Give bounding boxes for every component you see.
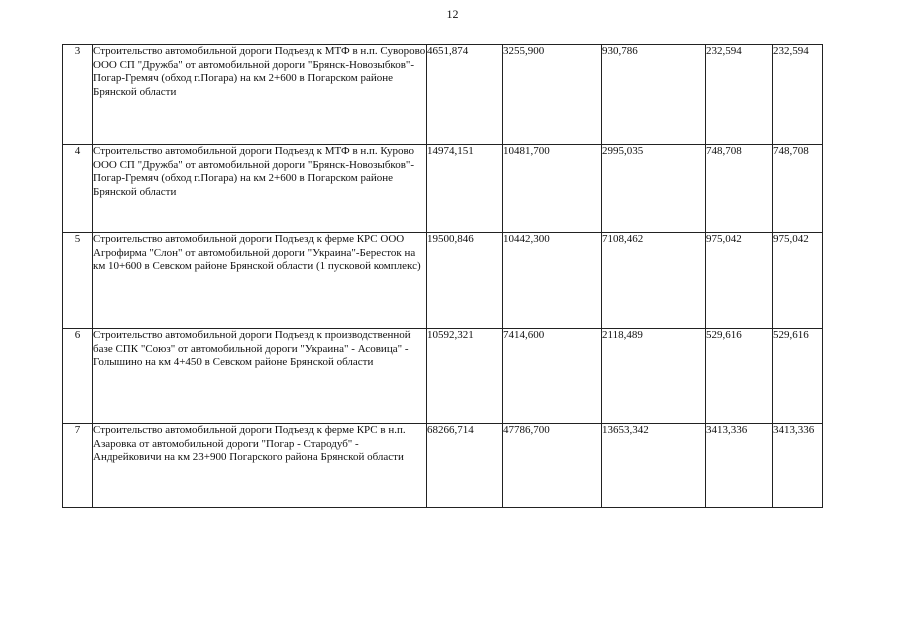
value-cell: 7108,462 (602, 233, 706, 329)
row-number: 5 (63, 233, 93, 329)
value-cell: 10481,700 (503, 145, 602, 233)
table-row (63, 424, 823, 508)
table-row (63, 45, 823, 145)
row-number: 7 (63, 424, 93, 508)
value-cell: 2118,489 (602, 329, 706, 424)
table-row (63, 233, 823, 329)
value-cell: 3255,900 (503, 45, 602, 145)
value-cell: 10592,321 (427, 329, 503, 424)
value-cell: 529,616 (773, 329, 823, 424)
page-number: 12 (446, 7, 459, 21)
object-description: Строительство автомобильной дороги Подъезд к ферме КРС в н.п. Азаровка от автомобильной дороги "Погар - Стародуб" - Андрейковичи на км 23+900 Погарского района Брянской области (93, 424, 427, 508)
table-row (63, 145, 823, 233)
value-cell: 19500,846 (427, 233, 503, 329)
value-cell: 232,594 (773, 45, 823, 145)
value-cell: 13653,342 (602, 424, 706, 508)
object-description: Строительство автомобильной дороги Подъезд к МТФ в н.п. Курово ООО СП "Дружба" от автомобильной дороги "Брянск-Новозыбков"-Погар-Гремяч (обход г.Погара) на км 2+600 в Погарском районе Брянской области (93, 145, 427, 233)
row-number: 4 (63, 145, 93, 233)
value-cell: 14974,151 (427, 145, 503, 233)
object-description: Строительство автомобильной дороги Подъезд к ферме КРС ООО Агрофирма "Слон" от автомобильной дороги "Украина"-Бересток на км 10+600 в Севском районе Брянской области (1 пусковой комплекс) (93, 233, 427, 329)
value-cell: 68266,714 (427, 424, 503, 508)
value-cell: 748,708 (706, 145, 773, 233)
value-cell: 975,042 (706, 233, 773, 329)
value-cell: 232,594 (706, 45, 773, 145)
value-cell: 3413,336 (773, 424, 823, 508)
value-cell: 10442,300 (503, 233, 602, 329)
value-cell: 4651,874 (427, 45, 503, 145)
value-cell: 748,708 (773, 145, 823, 233)
data-table (62, 44, 823, 508)
object-description: Строительство автомобильной дороги Подъезд к МТФ в н.п. Суворово ООО СП "Дружба" от автомобильной дороги "Брянск-Новозыбков"-Погар-Гремяч (обход г.Погара) на км 2+600 в Погарском районе Брянской области (93, 45, 427, 145)
row-number: 6 (63, 329, 93, 424)
object-description: Строительство автомобильной дороги Подъезд к производственной базе СПК "Союз" от автомобильной дороги "Украина" - Асовица" - Голышино на км 4+450 в Севском районе Брянской области (93, 329, 427, 424)
row-number: 3 (63, 45, 93, 145)
value-cell: 975,042 (773, 233, 823, 329)
value-cell: 47786,700 (503, 424, 602, 508)
value-cell: 3413,336 (706, 424, 773, 508)
value-cell: 930,786 (602, 45, 706, 145)
value-cell: 7414,600 (503, 329, 602, 424)
value-cell: 529,616 (706, 329, 773, 424)
value-cell: 2995,035 (602, 145, 706, 233)
table-row (63, 329, 823, 424)
